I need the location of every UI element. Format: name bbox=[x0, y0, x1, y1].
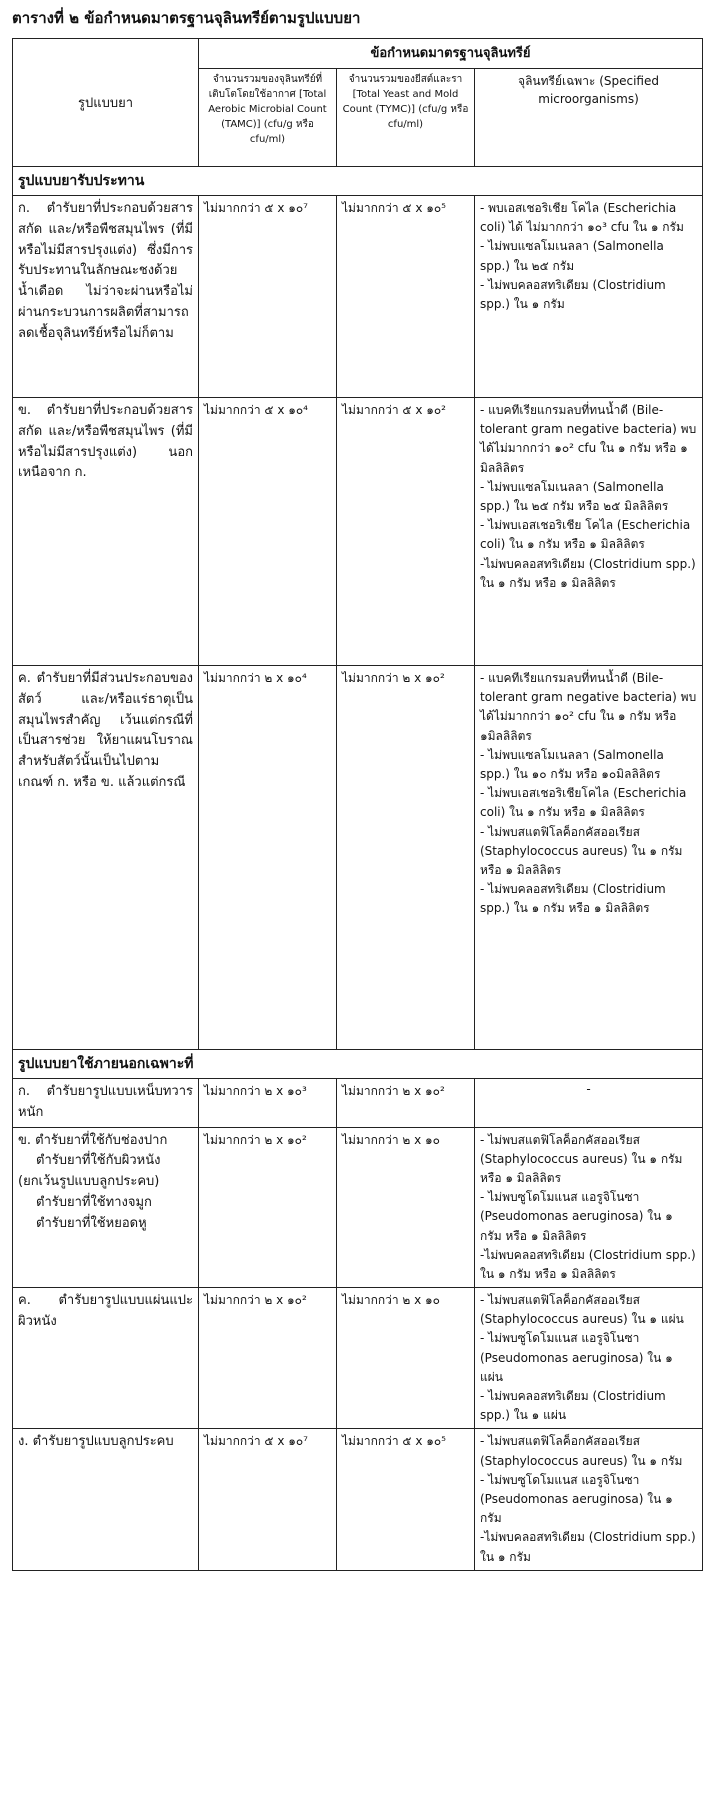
requirement-item: - ไม่พบสแตฟิโลค็อกคัสออเรียส (Staphylococcus aureus) ใน ๑ กรัม หรือ ๑ มิลลิลิตร bbox=[480, 1132, 683, 1185]
tymc-limit-cell: ไม่มากกว่า ๕ x ๑๐⁵ bbox=[337, 196, 475, 398]
tamc-limit-cell: ไม่มากกว่า ๒ x ๑๐⁴ bbox=[199, 666, 337, 1050]
dosage-form-cell: ข. ตำรับยาที่ประกอบด้วยสารสกัด และ/หรือพืชสมุนไพร (ที่มีหรือไม่มีสารปรุงแต่ง) นอกเหนือจาก ก. bbox=[13, 398, 199, 666]
microbial-spec-table bbox=[12, 38, 703, 1571]
requirement-item: -ไม่พบคลอสทริเดียม (Clostridium spp.) ใน ๑ กรัม หรือ ๑ มิลลิลิตร bbox=[480, 1247, 696, 1281]
tamc-limit-cell: ไม่มากกว่า ๒ x ๑๐² bbox=[199, 1288, 337, 1429]
header-tymc: จำนวนรวมของยีสต์และรา [Total Yeast and Mold Count (TYMC)] (cfu/g หรือ cfu/ml) bbox=[337, 69, 475, 167]
specified-microorganisms-cell bbox=[475, 196, 703, 398]
dosage-form-cell: ก. ตำรับยารูปแบบเหน็บทวารหนัก bbox=[13, 1079, 199, 1128]
tamc-limit-cell: ไม่มากกว่า ๕ x ๑๐⁷ bbox=[199, 196, 337, 398]
requirement-item: - ไม่พบแซลโมเนลลา (Salmonella spp.) ใน ๒๕ กรัม bbox=[480, 239, 664, 273]
table-row bbox=[13, 1288, 703, 1429]
requirement-item: - ไม่พบเอสเชอริเชีย โคไล (Escherichia coli) ใน ๑ กรัม หรือ ๑ มิลลิลิตร bbox=[480, 518, 691, 552]
requirement-item: - ไม่พบคลอสทริเดียม (Clostridium spp.) ใน ๑ กรัม bbox=[480, 277, 666, 311]
section-row bbox=[13, 1050, 703, 1079]
requirement-item: - พบเอสเชอริเชีย โคไล (Escherichia coli) ได้ ไม่มากกว่า ๑๐³ cfu ใน ๑ กรัม bbox=[480, 201, 684, 235]
table-row bbox=[13, 1429, 703, 1570]
requirement-item: - ไม่พบแซลโมเนลลา (Salmonella spp.) ใน ๑๐ กรัม หรือ ๑๐มิลลิลิตร bbox=[480, 747, 664, 781]
requirement-item: -ไม่พบคลอสทริเดียม (Clostridium spp.) ใน ๑ กรัม หรือ ๑ มิลลิลิตร bbox=[480, 556, 696, 590]
requirement-item: -ไม่พบคลอสทริเดียม (Clostridium spp.) ใน ๑ กรัม bbox=[480, 1530, 696, 1564]
tymc-limit-cell: ไม่มากกว่า ๒ x ๑๐² bbox=[337, 666, 475, 1050]
requirement-item: - ไม่พบซูโดโมแนส แอรูจิโนซา (Pseudomonas aeruginosa) ใน ๑ แผ่น bbox=[480, 1331, 673, 1384]
requirement-item: - ไม่พบเอสเชอริเชียโคไล (Escherichia coli) ใน ๑ กรัม หรือ ๑ มิลลิลิตร bbox=[480, 786, 687, 820]
tymc-limit-cell: ไม่มากกว่า ๕ x ๑๐² bbox=[337, 398, 475, 666]
requirement-item: - ไม่พบคลอสทริเดียม (Clostridium spp.) ใน ๑ กรัม หรือ ๑ มิลลิลิตร bbox=[480, 882, 666, 916]
requirement-item: - ไม่พบแซลโมเนลลา (Salmonella spp.) ใน ๒๕ กรัม หรือ ๒๕ มิลลิลิตร bbox=[480, 479, 669, 513]
dosage-form-line: ตำรับยาที่ใช้กับผิวหนัง bbox=[36, 1153, 161, 1169]
specified-microorganisms-cell bbox=[475, 666, 703, 1050]
requirement-item: - ไม่พบสแตฟิโลค็อกคัสออเรียส (Staphylococcus aureus) ใน ๑ กรัม bbox=[480, 1434, 683, 1468]
requirement-item: - ไม่พบซูโดโมแนส แอรูจิโนซา (Pseudomonas aeruginosa) ใน ๑ กรัม bbox=[480, 1472, 673, 1526]
dosage-form-cell: ค. ตำรับยารูปแบบแผ่นแปะผิวหนัง bbox=[13, 1288, 199, 1429]
section-title: รูปแบบยารับประทาน bbox=[13, 167, 703, 196]
tamc-limit-cell: ไม่มากกว่า ๒ x ๑๐² bbox=[199, 1127, 337, 1288]
requirement-item: - ไม่พบสแตฟิโลค็อกคัสออเรียส (Staphylococcus aureus) ใน ๑ กรัม หรือ ๑ มิลลิลิตร bbox=[480, 824, 683, 877]
requirement-item: - แบคทีเรียแกรมลบที่ทนน้ำดี (Bile-tolerant gram negative bacteria) พบได้ไม่มากกว่า ๑๐² cfu ใน ๑ กรัม หรือ ๑ มิลลิลิตร bbox=[480, 403, 697, 475]
header-dosage-form: รูปแบบยา bbox=[13, 39, 199, 167]
table-row bbox=[13, 398, 703, 666]
table-row bbox=[13, 1079, 703, 1128]
requirement-item: - ไม่พบสแตฟิโลค็อกคัสออเรียส (Staphylococcus aureus) ใน ๑ แผ่น bbox=[480, 1293, 684, 1327]
specified-microorganisms-cell bbox=[475, 1288, 703, 1429]
section-title: รูปแบบยาใช้ภายนอกเฉพาะที่ bbox=[13, 1050, 703, 1079]
dosage-form-line: ข. ตำรับยาที่ใช้กับช่องปาก bbox=[18, 1132, 168, 1148]
specified-microorganisms-cell bbox=[475, 398, 703, 666]
tymc-limit-cell: ไม่มากกว่า ๒ x ๑๐² bbox=[337, 1079, 475, 1128]
tymc-limit-cell: ไม่มากกว่า ๒ x ๑๐ bbox=[337, 1288, 475, 1429]
requirement-item: - แบคทีเรียแกรมลบที่ทนน้ำดี (Bile-tolerant gram negative bacteria) พบได้ไม่มากกว่า ๑๐² cfu ใน ๑ กรัม หรือ ๑มิลลิลิตร bbox=[480, 671, 697, 743]
table-body bbox=[13, 167, 703, 1571]
header-specified: จุลินทรีย์เฉพาะ (Specified microorganisms) bbox=[475, 69, 703, 167]
dosage-form-cell: ค. ตำรับยาที่มีส่วนประกอบของสัตว์ และ/หรือแร่ธาตุเป็นสมุนไพรสำคัญ เว้นแต่กรณีที่เป็นสารช่วย ให้ยาแผนโบราณสำหรับสัตว์นั้นเป็นไปตามเกณฑ์ ก. หรือ ข. แล้วแต่กรณี bbox=[13, 666, 199, 1050]
header-tamc: จำนวนรวมของจุลินทรีย์ที่เติบโตโดยใช้อากาศ [Total Aerobic Microbial Count (TAMC)] (cfu/g หรือ cfu/ml) bbox=[199, 69, 337, 167]
document-title: ตารางที่ ๒ ข้อกำหนดมาตรฐานจุลินทรีย์ตามรูปแบบยา bbox=[12, 9, 361, 27]
requirement-item: - bbox=[586, 1082, 591, 1096]
requirement-item: - ไม่พบซูโดโมแนส แอรูจิโนซา (Pseudomonas aeruginosa) ใน ๑ กรัม หรือ ๑ มิลลิลิตร bbox=[480, 1190, 673, 1243]
specified-microorganisms-cell bbox=[475, 1079, 703, 1128]
dosage-form-line: ตำรับยาที่ใช้หยอดหู bbox=[36, 1215, 147, 1231]
table-row bbox=[13, 196, 703, 398]
dosage-form-line: ตำรับยาที่ใช้ทางจมูก bbox=[36, 1194, 152, 1210]
requirement-item: - ไม่พบคลอสทริเดียม (Clostridium spp.) ใน ๑ แผ่น bbox=[480, 1389, 666, 1423]
table-row bbox=[13, 1127, 703, 1288]
header-spec-group: ข้อกำหนดมาตรฐานจุลินทรีย์ bbox=[199, 39, 703, 69]
tymc-limit-cell: ไม่มากกว่า ๕ x ๑๐⁵ bbox=[337, 1429, 475, 1570]
tamc-limit-cell: ไม่มากกว่า ๕ x ๑๐⁷ bbox=[199, 1429, 337, 1570]
tymc-limit-cell: ไม่มากกว่า ๒ x ๑๐ bbox=[337, 1127, 475, 1288]
specified-microorganisms-cell bbox=[475, 1127, 703, 1288]
dosage-form-cell: ง. ตำรับยารูปแบบลูกประคบ bbox=[13, 1429, 199, 1570]
specified-microorganisms-cell bbox=[475, 1429, 703, 1570]
dosage-form-cell: ก. ตำรับยาที่ประกอบด้วยสารสกัด และ/หรือพืชสมุนไพร (ที่มีหรือไม่มีสารปรุงแต่ง) ซึ่งมีการรับประทานในลักษณะชงด้วยน้ำเดือด ไม่ว่าจะผ่านหรือไม่ผ่านกระบวนการผลิตที่สามารถลดเชื้อจุลินทรีย์หรือไม่ก็ตาม bbox=[13, 196, 199, 398]
dosage-form-line: (ยกเว้นรูปแบบลูกประคบ) bbox=[18, 1174, 160, 1190]
dosage-form-cell bbox=[13, 1127, 199, 1288]
tamc-limit-cell: ไม่มากกว่า ๒ x ๑๐³ bbox=[199, 1079, 337, 1128]
table-row bbox=[13, 666, 703, 1050]
tamc-limit-cell: ไม่มากกว่า ๕ x ๑๐⁴ bbox=[199, 398, 337, 666]
section-row bbox=[13, 167, 703, 196]
